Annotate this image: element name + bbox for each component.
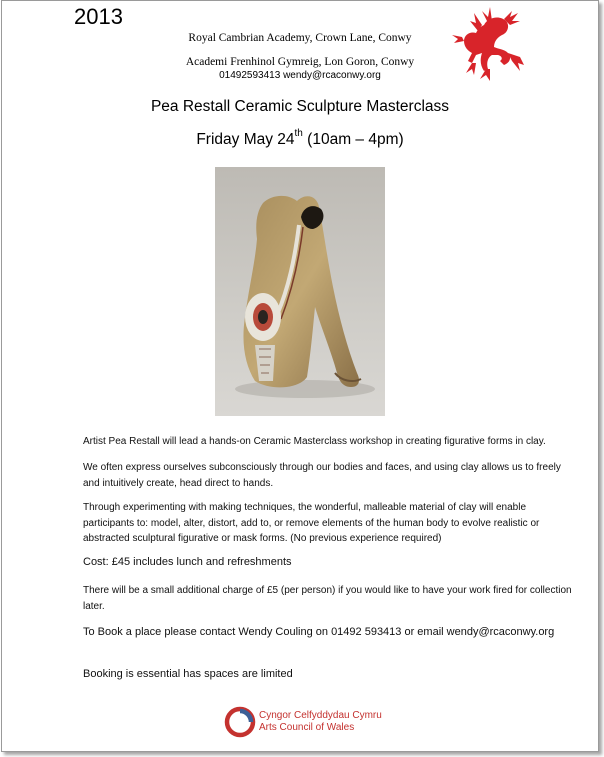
contact-line: 01492593413 wendy@rcaconwy.org xyxy=(219,70,381,81)
booking-essential: Booking is essential has spaces are limited xyxy=(83,668,293,680)
arts-council-logo xyxy=(224,705,384,741)
date-ordinal: th xyxy=(294,128,303,139)
logo-english: Arts Council of Wales xyxy=(259,722,355,733)
logo-welsh: Cyngor Celfyddydau Cymru xyxy=(259,710,382,721)
experiment-paragraph: Through experimenting with making techniques, the wonderful, malleable material of clay will enable participants to: model, alter, distort, add to, or remove elements of the human body to evolve realistic or abstracted sculptural figurative or mask forms. (No previous experience required) xyxy=(83,502,540,544)
address-welsh: Academi Frenhinol Gymreig, Lon Goron, Conwy xyxy=(185,56,415,68)
express-paragraph: We often express ourselves subconsciously through our bodies and faces, and using clay allows us to freely and intuitively create, head direct to hands. xyxy=(83,462,561,489)
booking-paragraph: To Book a place please contact Wendy Couling on 01492 593413 or email wendy@rcaconwy.org xyxy=(83,626,555,638)
event-date xyxy=(2,130,598,149)
address-english: Royal Cambrian Academy, Crown Lane, Conwy xyxy=(188,32,412,44)
sculpture-photo xyxy=(215,167,385,416)
intro-paragraph: Artist Pea Restall will lead a hands-on Ceramic Masterclass workshop in creating figurative forms in clay. xyxy=(83,436,546,447)
event-title: Pea Restall Ceramic Sculpture Masterclass xyxy=(150,98,450,115)
cost-line: Cost: £45 includes lunch and refreshments xyxy=(83,556,292,568)
logo-text xyxy=(259,710,382,734)
date-suffix: (10am – 4pm) xyxy=(302,131,404,149)
arts-council-logo-icon xyxy=(224,705,256,739)
year-label: 2013 xyxy=(74,4,123,29)
date-prefix: Friday May 24 xyxy=(196,131,295,149)
flyer-page xyxy=(1,0,599,752)
firing-paragraph: There will be a small additional charge of £5 (per person) if you would like to have your work fired for collection later. xyxy=(83,585,572,612)
